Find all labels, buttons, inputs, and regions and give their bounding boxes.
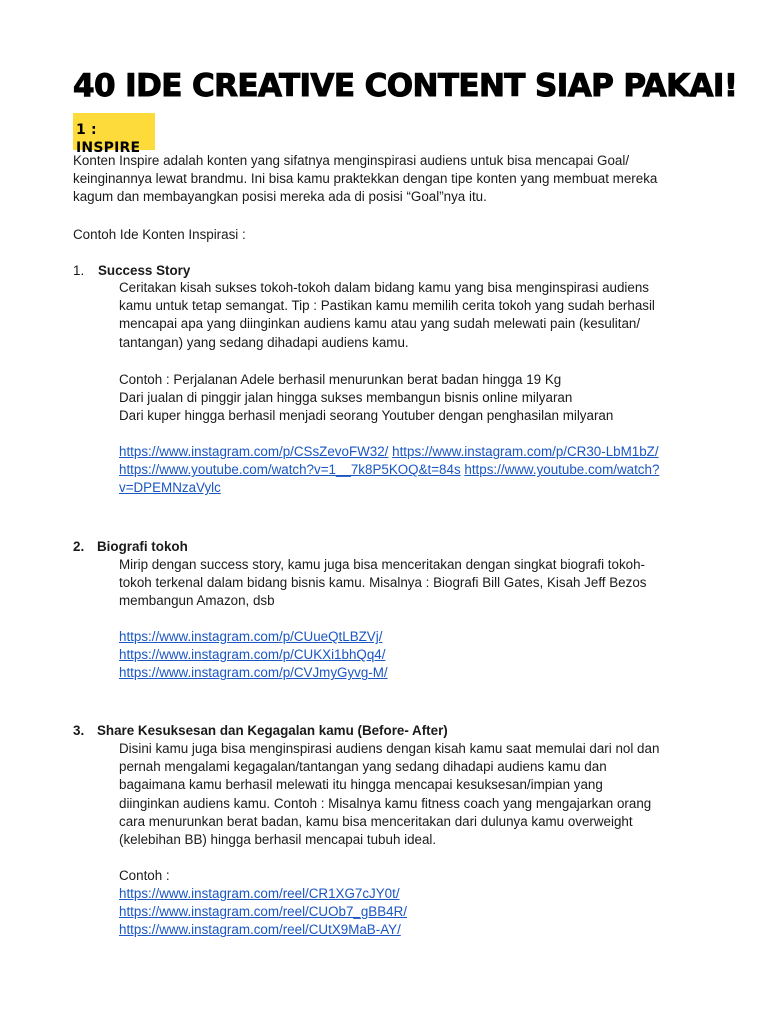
item-number: 2.	[73, 539, 85, 554]
intro-line: kagum dan membayangkan posisi mereka ada di posisi “Goal”nya itu.	[73, 189, 487, 205]
item-heading	[73, 538, 188, 556]
reference-link[interactable]: https://www.instagram.com/p/CUueQtLBZVj/	[119, 629, 383, 644]
reference-link[interactable]: https://www.instagram.com/reel/CUOb7_gBB4R/	[119, 904, 408, 920]
item-heading	[73, 722, 448, 740]
reference-link-continued[interactable]: v=DPEMNzaVylc	[119, 480, 221, 496]
item-title: Success Story	[98, 263, 191, 278]
item-number: 3.	[73, 723, 85, 738]
desc-line: mencapai apa yang diinginkan audiens kamu atau yang sudah melewati pain (kesulitan/	[119, 316, 641, 332]
desc-line: membangun Amazon, dsb	[119, 593, 275, 609]
item-examples	[119, 371, 699, 426]
desc-line: (kelebihan BB) hingga berhasil mencapai tubuh ideal.	[119, 832, 437, 848]
desc-line: pernah mengalami kegagalan/tantangan yang sedang dihadapi audiens kamu dan	[119, 759, 607, 775]
desc-line: diinginkan audiens kamu. Contoh : Misalnya kamu fitness coach yang mengajarkan orang	[119, 795, 652, 811]
desc-line: Disini kamu juga bisa menginspirasi audiens dengan kisah kamu saat memulai dari nol dan	[119, 741, 660, 756]
reference-link[interactable]: https://www.youtube.com/watch?v=1__7k8P5KOQ&t=84s	[119, 462, 461, 478]
intro-line: Konten Inspire adalah konten yang sifatnya menginspirasi audiens untuk bisa mencapai Goal/	[73, 153, 630, 168]
item-title: Biografi tokoh	[97, 539, 188, 554]
desc-line: tantangan) yang sedang dihadapi audiens kamu.	[119, 334, 409, 350]
page-title: 40 IDE CREATIVE CONTENT SIAP PAKAI!	[73, 68, 738, 104]
section-tag-label: 1 : INSPIRE	[76, 122, 141, 157]
reference-link[interactable]: https://www.instagram.com/reel/CR1XG7cJY0t/	[119, 886, 400, 901]
example-line: Contoh : Perjalanan Adele berhasil menurunkan berat badan hingga 19 Kg	[119, 372, 562, 387]
item-heading	[73, 262, 190, 280]
desc-line: kamu untuk tetap semangat. Tip : Pastikan kamu memilih cerita tokoh yang sudah berhasil	[119, 298, 655, 314]
examples-label: Contoh Ide Konten Inspirasi :	[73, 227, 246, 242]
intro-line: keinginannya lewat brandmu. Ini bisa kamu praktekkan dengan tipe konten yang membuat mereka	[73, 171, 658, 187]
intro-paragraph	[73, 152, 703, 207]
item-number: 1.	[73, 263, 85, 278]
desc-line: bagaimana kamu berhasil melewati itu hingga mencapai kesuksesan/impian yang	[119, 777, 603, 793]
item-description	[119, 279, 699, 352]
reference-link[interactable]: https://www.instagram.com/p/CVJmyGyvg-M/	[119, 665, 388, 681]
item-links	[119, 628, 699, 683]
reference-link[interactable]: https://www.instagram.com/p/CR30-LbM1bZ/	[392, 444, 659, 459]
item-description	[119, 556, 699, 611]
example-label: Contoh :	[119, 868, 170, 883]
example-line: Dari jualan di pinggir jalan hingga sukses membangun bisnis online milyaran	[119, 390, 573, 406]
section-tag	[73, 113, 155, 157]
desc-line: tokoh terkenal dalam bidang bisnis kamu. Misalnya : Biografi Bill Gates, Kisah Jeff Bezos	[119, 575, 647, 591]
reference-link[interactable]: https://www.instagram.com/p/CSsZevoFW32/	[119, 444, 389, 459]
reference-link[interactable]: https://www.instagram.com/reel/CUtX9MaB-AY/	[119, 922, 401, 938]
desc-line: cara menurunkan berat badan, kamu bisa menceritakan dari dulunya kamu overweight	[119, 813, 633, 829]
item-links	[119, 885, 699, 940]
desc-line: Ceritakan kisah sukses tokoh-tokoh dalam bidang kamu yang bisa menginspirasi audiens	[119, 280, 649, 295]
example-line: Dari kuper hingga berhasil menjadi seorang Youtuber dengan penghasilan milyaran	[119, 408, 614, 424]
item-title: Share Kesuksesan dan Kegagalan kamu (Before- After)	[97, 723, 448, 738]
desc-line: Mirip dengan success story, kamu juga bisa menceritakan dengan singkat biografi tokoh-	[119, 557, 645, 572]
item-links	[119, 443, 699, 498]
item-description	[119, 740, 699, 849]
reference-link[interactable]: https://www.instagram.com/p/CUKXi1bhQq4/	[119, 647, 386, 663]
reference-link[interactable]: https://www.youtube.com/watch?	[464, 462, 660, 478]
